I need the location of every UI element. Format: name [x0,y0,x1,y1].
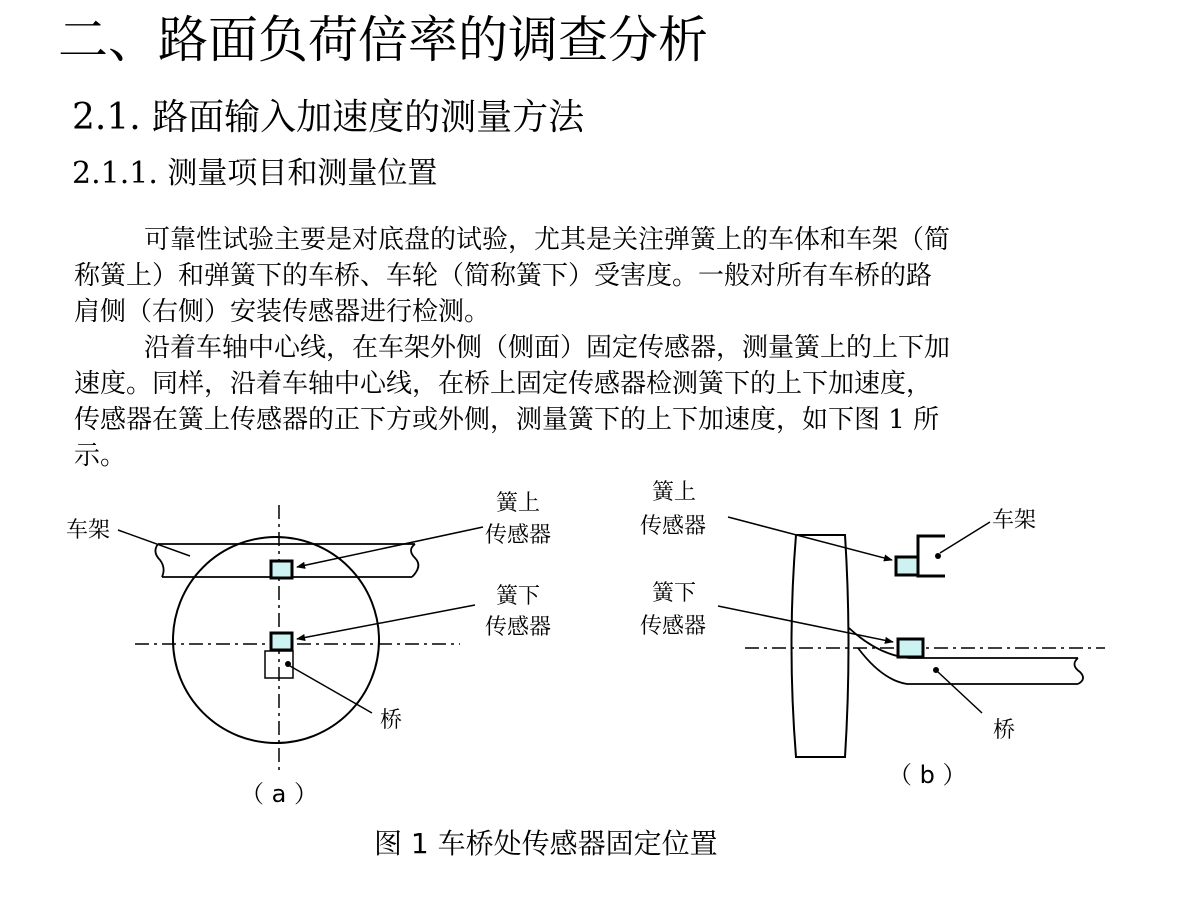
lower-arrow-b [718,606,893,642]
paragraph-1-line-3: 肩侧（右侧）安装传感器进行检测。 [74,297,491,327]
axle-leader-a [290,666,372,713]
upper-arrow-a [297,527,483,567]
label-lower-sensor-a-1: 簧下 [496,584,541,609]
paragraph-1-line-2: 称簧上）和弹簧下的车桥、车轮（简称簧下）受害度。一般对所有车桥的路 [74,261,933,291]
upper-arrow-b [728,517,892,560]
caption-a: （ a ） [240,780,318,808]
label-frame-b: 车架 [992,508,1037,533]
paragraph-2-line-2: 速度。同样，沿着车轴中心线，在桥上固定传感器检测簧下的上下加速度， [74,369,933,399]
label-lower-sensor-a-2: 传感器 [485,615,552,640]
upper-sensor-a [271,561,292,578]
paragraph-2-line-4: 示。 [74,441,127,471]
frame-leader-b [940,522,990,553]
frame-dot-b [935,553,941,559]
caption-b: （ b ） [888,761,967,789]
axle-beam-b [849,628,1083,684]
label-upper-sensor-a-1: 簧上 [496,491,541,516]
page-title: 二、路面负荷倍率的调查分析 [58,11,708,69]
paragraph-1-line-1: 可靠性试验主要是对底盘的试验，尤其是关注弹簧上的车体和车架（简 [144,225,951,255]
frame-leader-a [118,530,190,556]
label-lower-sensor-b-1: 簧下 [652,581,697,606]
label-frame-a: 车架 [66,518,111,543]
lower-sensor-b [898,639,923,657]
figure-a [118,505,483,770]
figure-b [718,517,1105,757]
label-axle-b: 桥 [993,718,1016,743]
paragraph-2-line-1: 沿着车轴中心线，在车架外侧（侧面）固定传感器，测量簧上的上下加 [144,333,951,363]
figure-caption: 图 1 车桥处传感器固定位置 [374,827,718,860]
label-upper-sensor-b-1: 簧上 [652,480,697,505]
upper-sensor-b [896,557,918,575]
lower-sensor-a [271,633,292,650]
axle-leader-b [938,672,982,713]
paragraph-2-line-3: 传感器在簧上传感器的正下方或外侧，测量簧下的上下加速度，如下图 1 所 [74,405,940,435]
label-upper-sensor-b-2: 传感器 [640,514,707,539]
tire-shape [792,535,849,757]
label-axle-a: 桥 [380,708,403,733]
section-heading: 2.1. 路面输入加速度的测量方法 [72,97,585,138]
subsection-heading: 2.1.1. 测量项目和测量位置 [72,156,438,191]
lower-arrow-a [297,605,475,639]
label-upper-sensor-a-2: 传感器 [485,523,552,548]
label-lower-sensor-b-2: 传感器 [640,614,707,639]
